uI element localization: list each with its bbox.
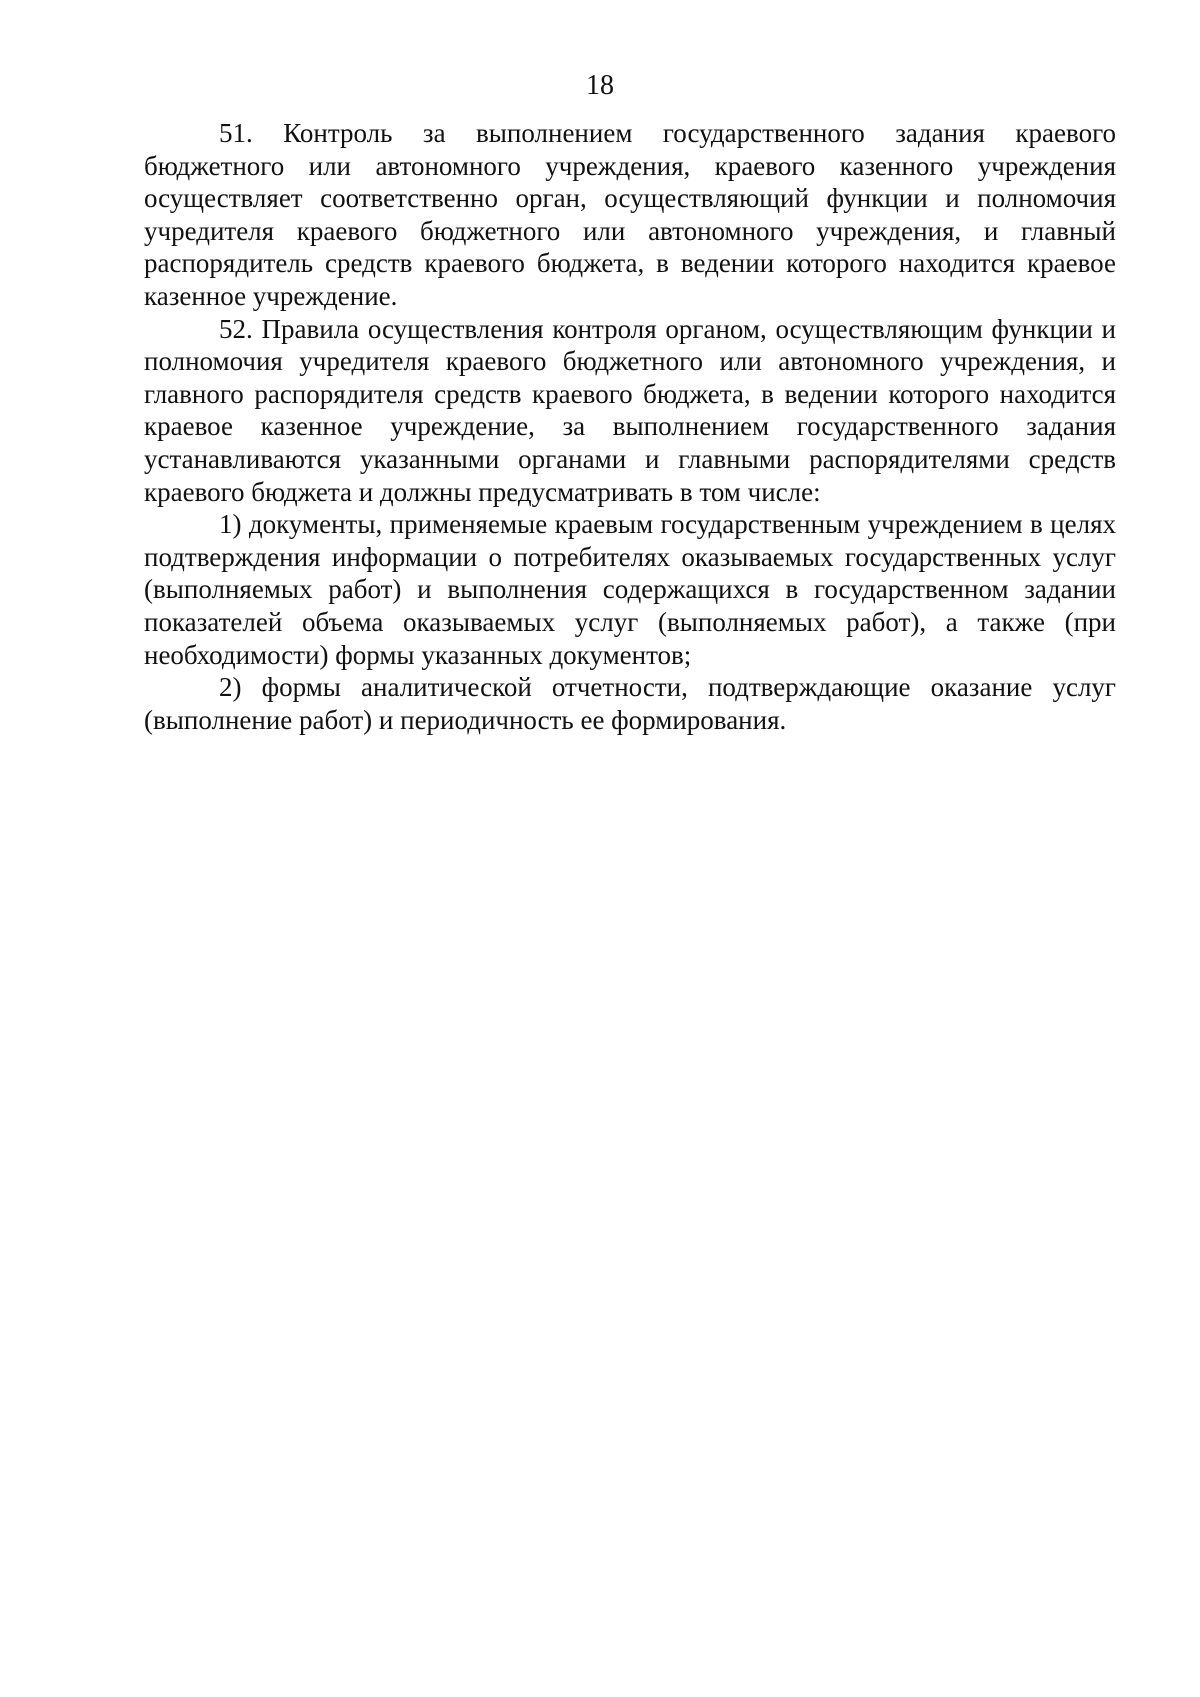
list-item-1: 1) документы, применяемые краевым государственным учреждением в целях подтверждения информации о потребителях оказываемых государственных услуг (выполняемых работ) и выполнения содержащихся в государственном задании показателей объема оказываемых услуг (выполняемых работ), а также (при необходимости) формы указанных документов;: [144, 509, 1116, 670]
document-body: [144, 117, 1116, 736]
paragraph-51: 51. Контроль за выполнением государственного задания краевого бюджетного или автономного учреждения, краевого казенного учреждения осуществляет соответственно орган, осуществляющий функции и полномочия учредителя краевого бюджетного или автономного учреждения, и главный распорядитель средств краевого бюджета, в ведении которого находится краевое казенное учреждение.: [144, 118, 1116, 311]
page-number: 18: [586, 70, 614, 101]
paragraph-52: 52. Правила осуществления контроля органом, осуществляющим функции и полномочия учредителя краевого бюджетного или автономного учреждения, и главного распорядителя средств краевого бюджета, в ведении которого находится краевое казенное учреждение, за выполнением государственного задания устанавливаются указанными органами и главными распорядителями средств краевого бюджета и должны предусматривать в том числе:: [144, 313, 1116, 507]
list-item-2: 2) формы аналитической отчетности, подтверждающие оказание услуг (выполнение работ) и периодичность ее формирования.: [144, 672, 1116, 735]
